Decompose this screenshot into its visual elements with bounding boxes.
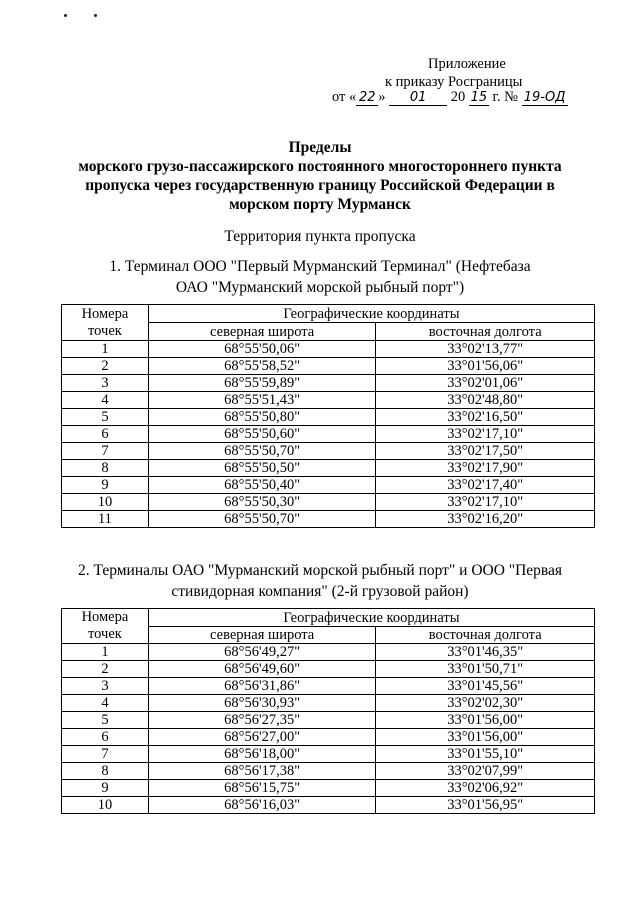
header-longitude: восточная долгота (376, 627, 595, 644)
latitude-value: 68°55'50,40" (148, 477, 376, 494)
header-latitude: северная широта (148, 323, 376, 341)
point-number: 7 (62, 746, 149, 763)
header-geo-coordinates: Географические координаты (148, 609, 594, 627)
point-number: 2 (62, 358, 149, 375)
point-number: 10 (62, 494, 149, 511)
latitude-value: 68°55'50,70" (148, 511, 376, 528)
header-point-number (62, 305, 149, 341)
longitude-value: 33°02'48,80" (376, 392, 595, 409)
subtitle: Территория пункта пропуска (224, 228, 416, 245)
longitude-value: 33°02'06,92" (376, 780, 595, 797)
coordinates-table-1 (61, 304, 595, 528)
table-row (62, 763, 595, 780)
appendix-order-ref: к приказу Росграницы (385, 74, 523, 90)
table-row (62, 729, 595, 746)
section-1-line-2: ОАО "Мурманский морской рыбный порт") (175, 279, 465, 296)
table-row (62, 678, 595, 695)
latitude-value: 68°55'50,30" (148, 494, 376, 511)
table-row (62, 409, 595, 426)
point-number: 6 (62, 426, 149, 443)
date-month: 01 (389, 91, 447, 106)
latitude-value: 68°56'30,93" (148, 695, 376, 712)
point-number: 4 (62, 695, 149, 712)
header-point-number-line-2: точек (88, 626, 122, 642)
latitude-value: 68°56'17,38" (148, 763, 376, 780)
section-2-heading (60, 560, 580, 602)
longitude-value: 33°02'17,10" (376, 426, 595, 443)
header-point-number (62, 609, 149, 644)
longitude-value: 33°01'56,06" (376, 358, 595, 375)
latitude-value: 68°55'50,70" (148, 443, 376, 460)
header-longitude: восточная долгота (376, 323, 595, 341)
table-row (62, 712, 595, 729)
longitude-value: 33°02'17,50" (376, 443, 595, 460)
header-point-number-line-2: точек (88, 322, 122, 339)
section-2-line-1: 2. Терминалы ОАО "Мурманский морской рыбный порт" и ООО "Первая (77, 562, 563, 579)
order-number: 19-ОД (522, 91, 568, 106)
table-row (62, 695, 595, 712)
latitude-value: 68°55'58,52" (148, 358, 376, 375)
longitude-value: 33°02'16,20" (376, 511, 595, 528)
table-row (62, 797, 595, 814)
longitude-value: 33°01'56,95" (376, 797, 595, 814)
longitude-value: 33°01'46,35" (376, 644, 595, 661)
header-geo-coordinates: Географические координаты (148, 305, 594, 323)
longitude-value: 33°02'16,50" (376, 409, 595, 426)
title-heading: Пределы (288, 139, 352, 156)
point-number: 9 (62, 477, 149, 494)
table-row (62, 746, 595, 763)
appendix-label: Приложение (428, 56, 506, 72)
section-2-line-2: стивидорная компания" (2-й грузовой район) (171, 583, 469, 600)
coordinates-table-2 (61, 608, 595, 814)
table-row (62, 644, 595, 661)
point-number: 5 (62, 712, 149, 729)
title-line-1: морского грузо-пассажирского постоянного многостороннего пункта (78, 158, 562, 175)
latitude-value: 68°56'49,60" (148, 661, 376, 678)
point-number: 8 (62, 763, 149, 780)
table-row (62, 477, 595, 494)
title-line-3: морском порту Мурманск (229, 196, 411, 213)
latitude-value: 68°56'27,00" (148, 729, 376, 746)
header-point-number-line-1: Номера (81, 609, 129, 625)
date-day-close: » (378, 89, 386, 105)
point-number: 9 (62, 780, 149, 797)
latitude-value: 68°55'59,89" (148, 375, 376, 392)
point-number: 8 (62, 460, 149, 477)
point-number: 11 (62, 511, 149, 528)
point-number: 6 (62, 729, 149, 746)
longitude-value: 33°01'56,00" (376, 712, 595, 729)
latitude-value: 68°55'51,43" (148, 392, 376, 409)
table-row (62, 661, 595, 678)
point-number: 4 (62, 392, 149, 409)
longitude-value: 33°01'45,56" (376, 678, 595, 695)
table-row (62, 392, 595, 409)
latitude-value: 68°56'31,86" (148, 678, 376, 695)
point-number: 1 (62, 341, 149, 358)
longitude-value: 33°01'55,10" (376, 746, 595, 763)
latitude-value: 68°56'49,27" (148, 644, 376, 661)
point-number: 3 (62, 678, 149, 695)
point-number: 10 (62, 797, 149, 814)
table-row (62, 358, 595, 375)
date-prefix: от « (332, 89, 357, 105)
longitude-value: 33°02'01,06" (376, 375, 595, 392)
table-row (62, 780, 595, 797)
point-number: 2 (62, 661, 149, 678)
longitude-value: 33°02'02,30" (376, 695, 595, 712)
latitude-value: 68°55'50,50" (148, 460, 376, 477)
latitude-value: 68°55'50,06" (148, 341, 376, 358)
section-1-line-1: 1. Терминал ООО "Первый Мурманский Терминал" (Нефтебаза (109, 258, 531, 275)
latitude-value: 68°55'50,80" (148, 409, 376, 426)
order-number-prefix: г. № (492, 89, 518, 105)
latitude-value: 68°56'16,03" (148, 797, 376, 814)
table-row (62, 460, 595, 477)
longitude-value: 33°02'07,99" (376, 763, 595, 780)
latitude-value: 68°55'50,60" (148, 426, 376, 443)
point-number: 5 (62, 409, 149, 426)
longitude-value: 33°02'17,90" (376, 460, 595, 477)
date-year-suffix: 15 (470, 90, 488, 105)
date-day: 22 (356, 91, 378, 106)
table-row (62, 341, 595, 358)
longitude-value: 33°02'17,40" (376, 477, 595, 494)
table-row (62, 511, 595, 528)
point-number: 3 (62, 375, 149, 392)
latitude-value: 68°56'15,75" (148, 780, 376, 797)
longitude-value: 33°02'17,10" (376, 494, 595, 511)
latitude-value: 68°56'18,00" (148, 746, 376, 763)
longitude-value: 33°02'13,77" (376, 341, 595, 358)
longitude-value: 33°01'50,71" (376, 661, 595, 678)
header-point-number-line-1: Номера (81, 305, 129, 322)
section-1-heading (80, 256, 560, 298)
longitude-value: 33°01'56,00" (376, 729, 595, 746)
appendix-date-line (332, 89, 568, 106)
header-latitude: северная широта (148, 627, 376, 644)
table-row (62, 494, 595, 511)
point-number: 7 (62, 443, 149, 460)
latitude-value: 68°56'27,35" (148, 712, 376, 729)
date-year-prefix: 20 (450, 89, 466, 105)
title-line-2: пропуска через государственную границу Российской Федерации в (85, 177, 555, 194)
point-number: 1 (62, 644, 149, 661)
table-row (62, 443, 595, 460)
table-row (62, 375, 595, 392)
table-row (62, 426, 595, 443)
